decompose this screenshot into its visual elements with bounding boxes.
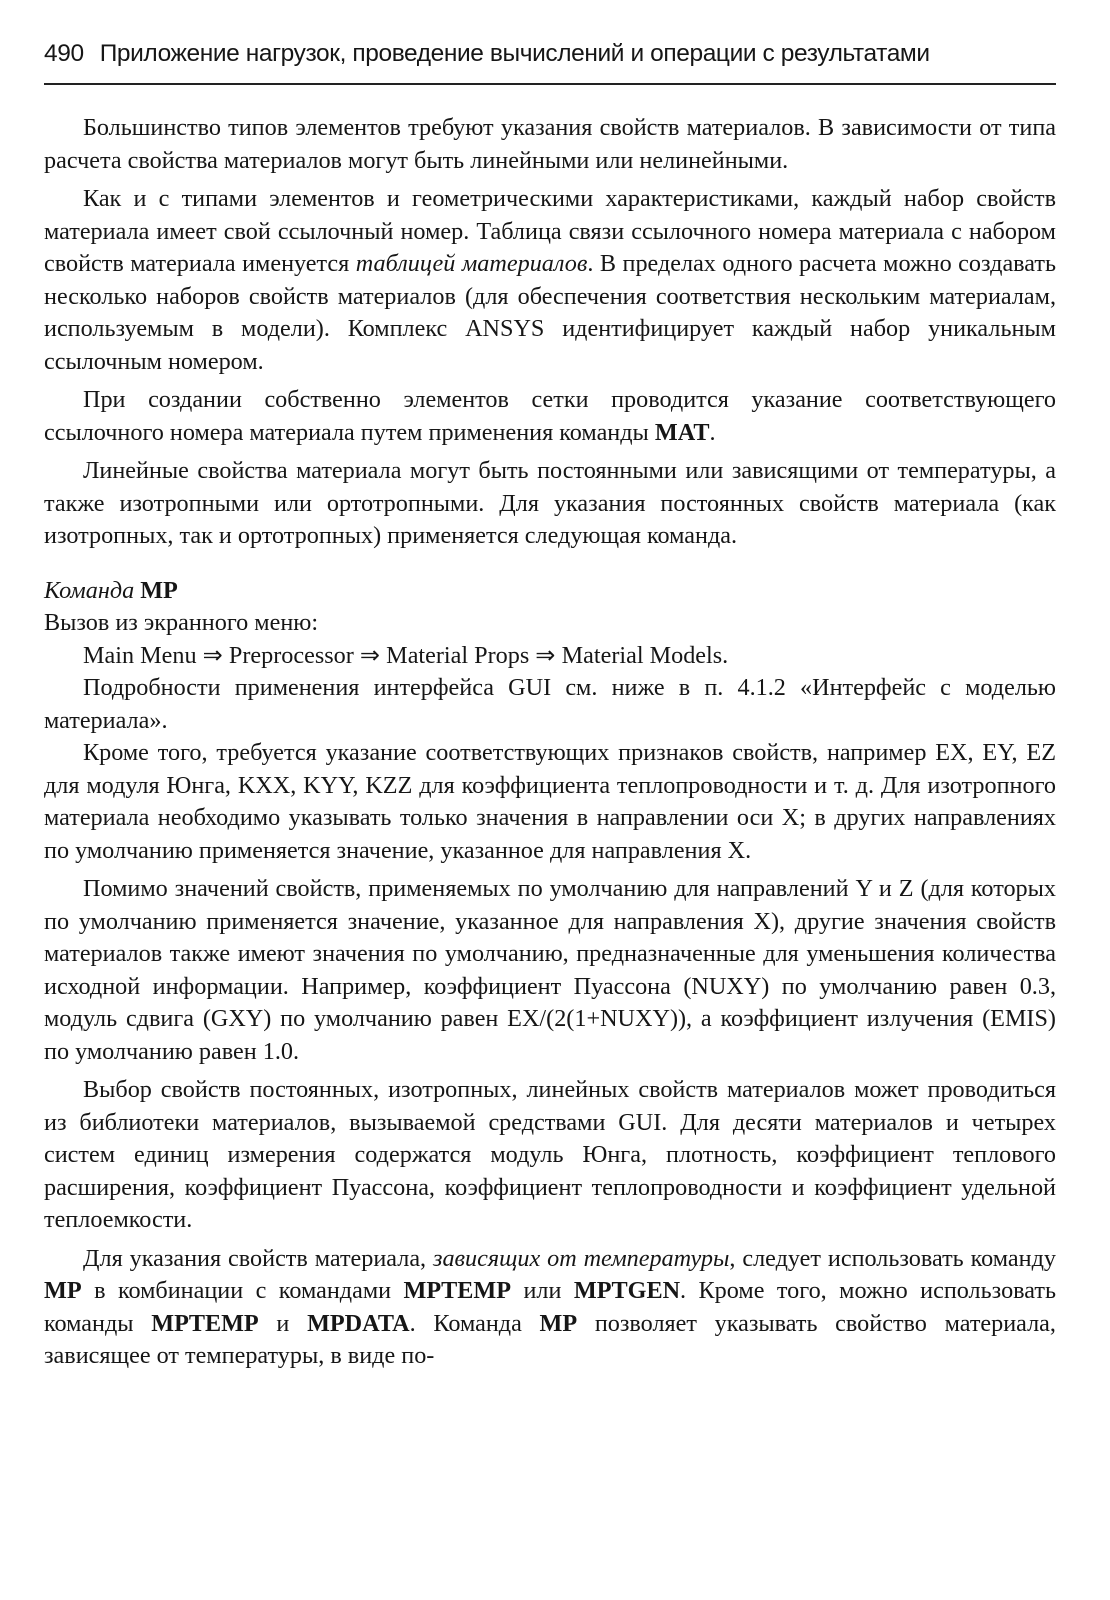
- header-rule: [44, 83, 1056, 85]
- chapter-title: Приложение нагрузок, проведение вычислений и операции с результатами: [99, 40, 930, 67]
- paragraph-4: Линейные свойства материала могут быть постоянными или зависящими от температуры, а также изотропными или ортотропными. Для указания постоянных свойств материала (как изотропных, так и ортотропных) применяется следующая команда.: [44, 457, 1056, 549]
- paragraph-3: При создании собственно элементов сетки проводится указание соответствующего ссылочного номера материала путем применения команды MAT.: [44, 386, 1056, 446]
- menu-path: Main Menu ⇒ Preprocessor ⇒ Material Props ⇒ Material Models.: [83, 641, 729, 669]
- paragraph-1: Большинство типов элементов требуют указания свойств материалов. В зависимости от типа расчета свойства материалов могут быть линейными или нелинейными.: [44, 114, 1056, 174]
- menu-intro: Вызов из экранного меню:: [44, 609, 319, 636]
- command-heading: Команда MP: [44, 576, 178, 604]
- command-mp: MP: [140, 576, 178, 604]
- paragraph-7: Помимо значений свойств, применяемых по умолчанию для направлений Y и Z (для которых по умолчанию применяется значение, указанное для направления X), другие значения свойств материалов также имеют значения по умолчанию, предназначенные для уменьшения количества исходной информации. Например, коэффициент Пуассона (NUXY) по умолчанию равен 0.3, модуль сдвига (GXY) по умолчанию равен EX/(2(1+NUXY)), а коэффициент излучения (EMIS) по умолчанию равен 1.0.: [44, 875, 1056, 1065]
- paragraph-9: Для указания свойств материала, зависящих от температуры, следует использовать команду MP в комбинации с командами MPTEMP или MPTGEN. Кроме того, можно использовать команды MPTEMP и MPDATA. Команда MP позволяет указывать свойство материала, зависящее от температуры, в виде по-: [44, 1244, 1056, 1369]
- page-number: 490: [44, 40, 84, 67]
- paragraph-8: Выбор свойств постоянных, изотропных, линейных свойств материалов может проводиться из библиотеки материалов, вызываемой средствами GUI. Для десяти материалов и четырех систем единиц измерения содержатся модуль Юнга, плотность, коэффициент теплового расширения, коэффициент Пуассона, коэффициент теплопроводности и коэффициент удельной теплоемкости.: [44, 1076, 1056, 1233]
- paragraph-2: Как и с типами элементов и геометрическими характеристиками, каждый набор свойств материала имеет свой ссылочный номер. Таблица связи ссылочного номера материала с набором свойств материала именуется таблицей материалов. В пределах одного расчета можно создавать несколько наборов свойств материалов (для обеспечения соответствия нескольким материалам, используемым в модели). Комплекс ANSYS идентифицирует каждый набор уникальным ссылочным номером.: [44, 185, 1056, 375]
- paragraph-6: Кроме того, требуется указание соответствующих признаков свойств, например EX, EY, EZ для модуля Юнга, KXX, KYY, KZZ для коэффициента теплопроводности и т. д. Для изотропного материала необходимо указывать только значения в направлении оси X; в других направлениях по умолчанию применяется значение, указанное для направления X.: [44, 739, 1056, 864]
- paragraph-5: Подробности применения интерфейса GUI см. ниже в п. 4.1.2 «Интерфейс с моделью материала».: [44, 674, 1056, 734]
- term-temperature-dependent: зависящих от температуры: [433, 1244, 730, 1272]
- running-header: [44, 40, 1056, 68]
- body-text: [44, 112, 1056, 1373]
- term-material-table: таблицей материалов: [355, 250, 588, 277]
- command-mat: MAT: [654, 418, 710, 446]
